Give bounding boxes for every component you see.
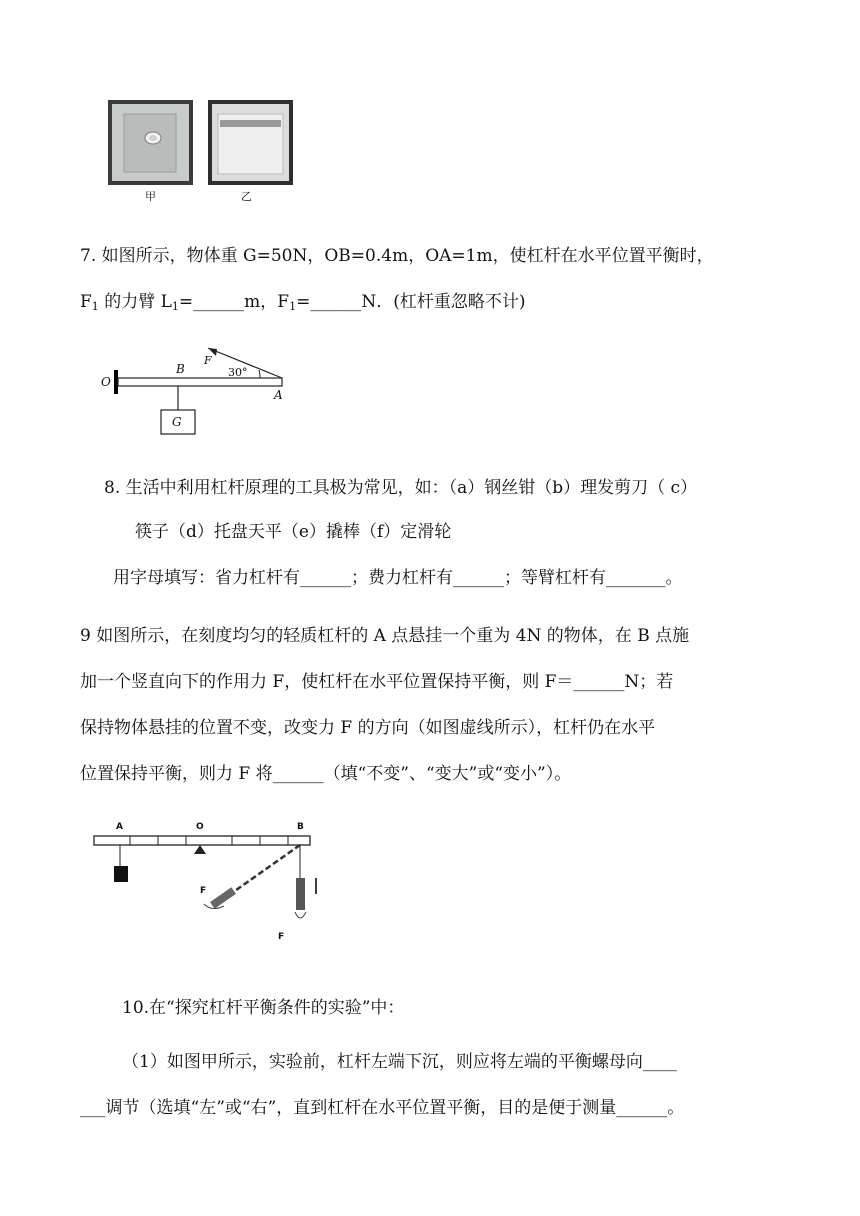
q9-line3: 保持物体悬挂的位置不变，改变力 F 的方向（如图虚线所示），杠杆仍在水平	[80, 718, 656, 738]
q10-part1-line1: （1）如图甲所示，实验前，杠杆左端下沉，则应将左端的平衡螺母向____	[122, 1052, 677, 1072]
q7-label-b: B	[176, 362, 185, 376]
q7-label-angle: 30°	[228, 366, 248, 379]
label-jia: 甲	[145, 190, 156, 203]
q7-rest-b: =______N．(杠杆重忽略不计)	[296, 292, 526, 312]
q7-l1-sub: 1	[171, 300, 179, 313]
switch-figure	[106, 100, 296, 208]
q7-label-o: O	[101, 375, 111, 389]
q7-label-f: F	[204, 354, 212, 367]
q7-f1: F	[80, 292, 92, 312]
q7-rest-a: =______m，F	[178, 292, 290, 312]
q9-line4: 位置保持平衡，则力 F 将______（填“不变”、“变大”或“变小”）。	[80, 764, 572, 784]
q8-line2: 筷子（d）托盘天平（e）撬棒（f）定滑轮	[135, 522, 452, 542]
q9-label-f-vertical: F	[278, 932, 285, 942]
q9-line1: 9 如图所示，在刻度均匀的轻质杠杆的 A 点悬挂一个重为 4N 的物体，在 B 点施	[80, 626, 690, 646]
q7-line2	[80, 290, 525, 319]
q9-label-b: B	[297, 822, 304, 832]
q9-label-o: O	[196, 822, 204, 832]
q10-title: 10.在“探究杠杆平衡条件的实验”中：	[122, 998, 405, 1018]
q9-line2: 加一个竖直向下的作用力 F，使杠杆在水平位置保持平衡，则 F＝______N；若	[80, 672, 674, 692]
q10-part1-line2: ___调节（选填“左”或“右”，直到杠杆在水平位置平衡，目的是便于测量______。	[80, 1098, 685, 1118]
switch-photos	[106, 100, 296, 208]
q9-label-f-angled: F	[200, 886, 207, 896]
q9-lever-diagram	[92, 820, 332, 955]
q7-f1-sub: 1	[91, 300, 99, 313]
q8-line1: 8. 生活中利用杠杆原理的工具极为常见，如：（a）钢丝钳（b）理发剪刀（ c）	[104, 478, 698, 498]
q7-label-g: G	[172, 415, 182, 429]
q9-lever-figure	[92, 820, 332, 955]
label-yi: 乙	[241, 190, 252, 203]
q7-lever-figure	[96, 342, 296, 442]
q9-label-a: A	[116, 822, 123, 832]
q7-label-a: A	[274, 388, 283, 402]
q8-line3: 用字母填写：省力杠杆有______；费力杠杆有______；等臂杠杆有_______。	[113, 568, 683, 588]
q7-arm-text: 的力臂 L	[98, 292, 172, 312]
q7-line1: 7. 如图所示，物体重 G=50N，OB=0.4m，OA=1m，使杠杆在水平位置平衡时，	[80, 246, 714, 266]
q7-lever-diagram	[96, 342, 296, 442]
q7-f1b-sub: 1	[289, 300, 297, 313]
